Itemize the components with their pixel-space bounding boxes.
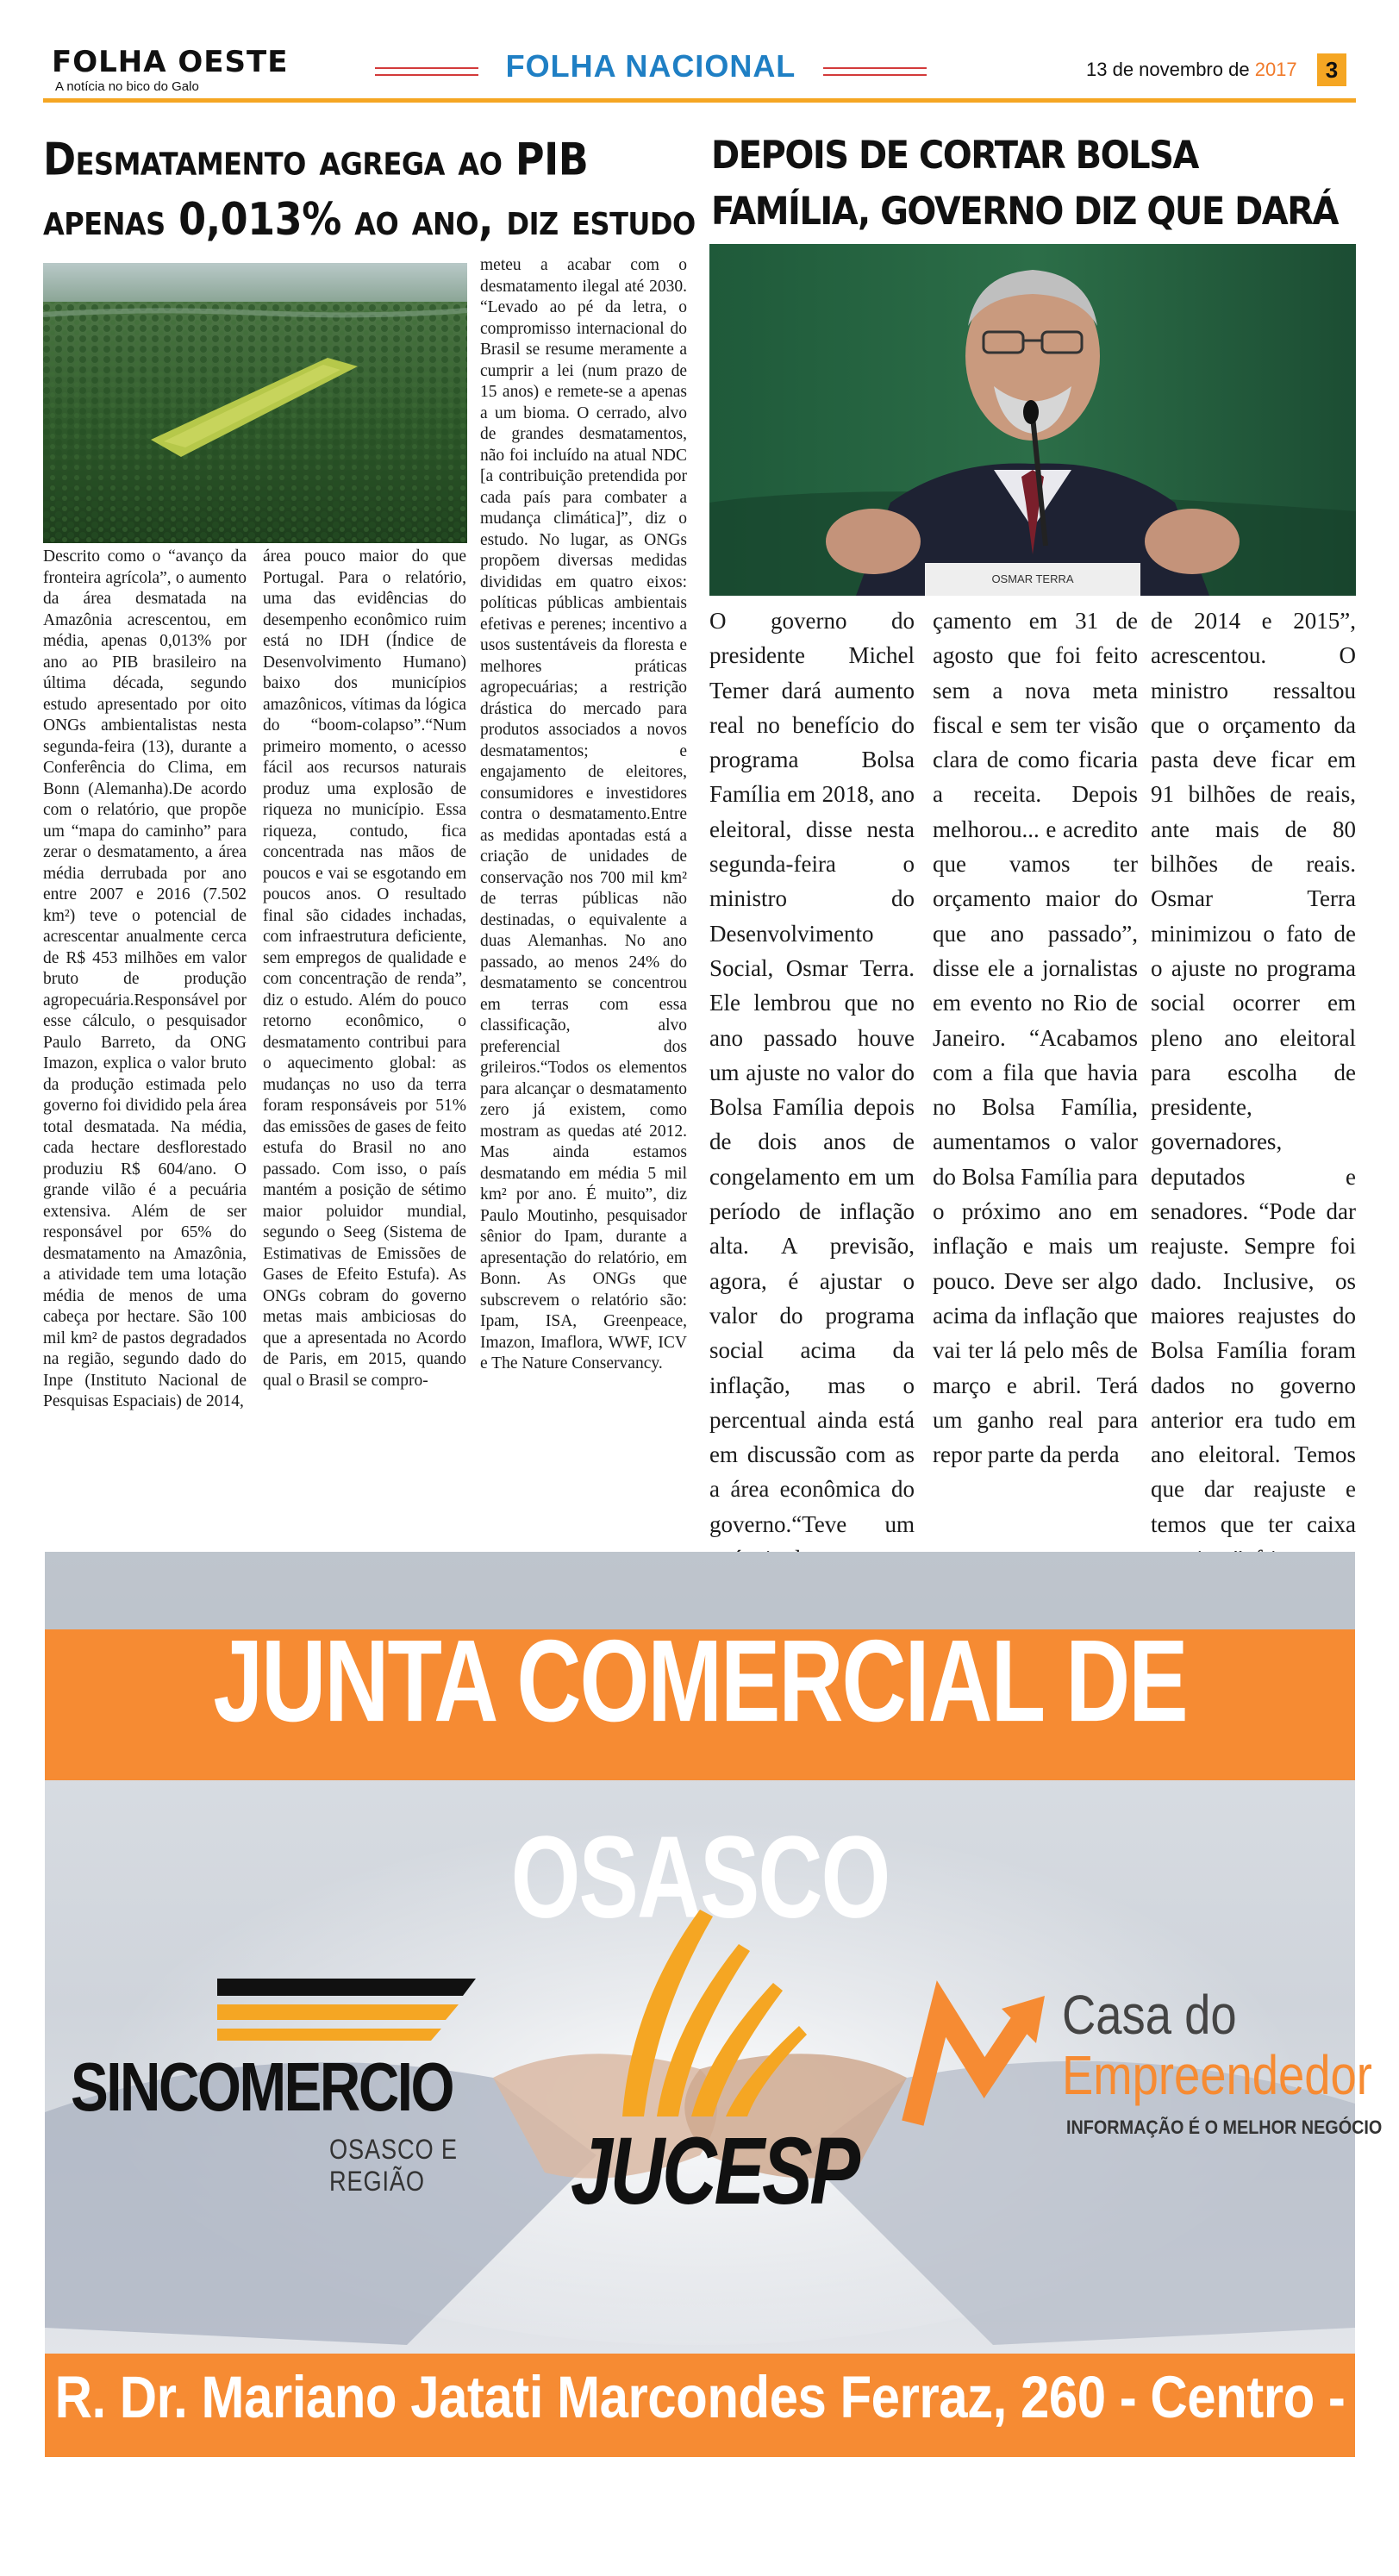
masthead-divider (43, 98, 1356, 103)
issue-year: 2017 (1254, 59, 1297, 80)
growth-arrow-icon (907, 1974, 1053, 2147)
sincomercio-logo (71, 1961, 519, 2203)
minister-speaking-photo (709, 244, 1356, 596)
jucesp-name: JUCESP (571, 2118, 858, 2224)
brand-name: FOLHA OESTE (52, 45, 289, 79)
brand-slogan: A notícia no bico do Galo (55, 79, 199, 94)
jucesp-logo (562, 1901, 872, 2263)
article-1-column-2 (263, 547, 466, 1391)
article-1-headline: Desmatamento agrega ao PIB apenas 0,013% ao ano, diz estudo (43, 133, 696, 246)
article-2-column-1 (709, 603, 915, 1576)
issue-date (1086, 59, 1297, 81)
article-2-headline: DEPOIS DE CORTAR BOLSA FAMÍLIA, GOVERNO DIZ QUE DARÁ (711, 133, 1338, 234)
article-1-text-2: área pouco maior do que Portugal. Para o relatório, uma das evidências do desempenho econômico ruim está no IDH (Índice de Desenvolvimento Humano) baixo dos municípios amazônicos, vítimas da lógica do “boom-colapso”.“Num primeiro momento, o acesso fácil aos recursos naturais produz uma explosão de riqueza no município. Essa riqueza, contudo, fica concentrada nas mãos de poucos e vai se esgotando em poucos anos. O resultado final são cidades inchadas, com infraestrutura deficiente, sem empregos de qualidade e com concentração de renda”, diz o estudo. Além do pouco retorno econômico, o desmatamento contribui para o aquecimento global: as mudanças no uso da terra foram responsáveis por 51% das emissões de gases de feito estufa do Brasil no ano passado. Com isso, o país mantém a posição de sétimo maior poluidor mundial, segundo o Seeg (Sistema de Estimativas de Emissões de Gases de Efeito Estufa). As ONGs cobram do governo metas mais ambiciosas do que a apresentada no Acordo de Paris, em 2015, quando qual o Brasil se compro- (263, 547, 466, 1390)
casa-title-line-1: Casa do (1062, 1984, 1237, 2046)
article-1-text-1: Descrito como o “avanço da fronteira agrícola”, o aumento da área desmatada na Amazônia acrescentou, em média, apenas 0,013% por ano ao PIB brasileiro na última década, segundo estudo apresentado por oito ONGs ambientalistas nesta segunda-feira (13), durante a Conferência do Clima, em Bonn (Alemanha).De acordo com o relatório, que propõe um “mapa do caminho” para zerar o desmatamento, a área média derrubada por ano entre 2007 e 2016 (7.502 km²) teve o potencial de acrescentar anualmente cerca de R$ 453 milhões em valor bruto de produção agropecuária.Responsável por esse cálculo, o pesquisador Paulo Barreto, da ONG Imazon, explica o valor bruto da produção estimada pelo governo foi dividido pela área total desmatada. Na média, cada hectare desflorestado produziu R$ 604/ano. O grande vilão é a pecuária extensiva. Além de ser responsável por 65% do desmatamento na Amazônia, a atividade tem uma lotação média de menos de uma cabeça por hectare. São 100 mil km² de pastos degradados na região, segundo dado do Inpe (Instituto Nacional de Pesquisas Espaciais) de 2014, (43, 547, 247, 1410)
section-name: FOLHA NACIONAL (505, 48, 796, 84)
sincomercio-name: SINCOMERCIO (71, 2048, 453, 2125)
article-1-column-3 (480, 255, 687, 1375)
casa-do-empreendedor-logo (907, 1957, 1383, 2164)
masthead (43, 43, 1356, 95)
junta-comercial-ad (45, 1552, 1383, 2549)
ad-address: R. Dr. Mariano Jatati Marcondes Ferraz, 260 - Centro - Osasco - SP (54, 2363, 1346, 2549)
article-2-text-2: çamento em 31 de agosto que foi feito sem a nova meta fiscal e sem ter visão clara de como ficaria a receita. Depois melhorou... e acredito que vamos ter orçamento maior do que ano passado”, disse ele a jornalistas em evento no Rio de Janeiro. “Acabamos com a fila que havia no Bolsa Família, aumentamos o valor do Bolsa Família para o próximo ano em inflação e mais um pouco. Deve ser algo acima da inflação que vai ter lá pelo mês de março e abril. Terá um ganho real para repor parte da perda (933, 608, 1138, 1468)
aerial-forest-photo (43, 263, 467, 543)
ad-title: JUNTA COMERCIAL DE OSASCO (213, 1616, 1187, 1943)
ad-address-bar (45, 2354, 1355, 2549)
ad-title-banner (45, 1616, 1355, 1943)
article-2-column-2 (933, 603, 1138, 1472)
decorative-rule-left (375, 67, 478, 76)
decorative-rule-right (823, 67, 927, 76)
casa-title-line-2: Empreendedor (1062, 2044, 1372, 2106)
article-2-column-3 (1151, 603, 1356, 1576)
article-1-column-1 (43, 547, 247, 1413)
sincomercio-subtitle: OSASCO E REGIÃO (329, 2134, 458, 2197)
article-2-text-3: de 2014 e 2015”, acrescentou. O ministro ressaltou que o orçamento da pasta deve ficar em 91 bilhões de reais, ante mais de 80 bilhões de reais. Osmar Terra minimizou o fato de o ajuste no programa social ocorrer em pleno ano eleitoral para escolha de presidente, governadores, deputados e senadores. “Pode dar reajuste. Sempre foi dado. Inclusive, os maiores reajustes do Bolsa Família foram dados no governo anterior era tudo em ano eleitoral. Temos que dar reajuste e temos que ter caixa (1151, 608, 1356, 1537)
casa-tagline: INFORMAÇÃO É O MELHOR NEGÓCIO (1066, 2116, 1383, 2138)
svg-text:OSMAR TERRA: OSMAR TERRA (991, 572, 1074, 585)
jucesp-rays-icon (596, 1901, 855, 2125)
page-number: 3 (1317, 53, 1346, 86)
issue-date-text: 13 de novembro de (1086, 59, 1255, 80)
article-1-text-3: meteu a acabar com o desmatamento ilegal até 2030. “Levado ao pé da letra, o compromisso internacional do Brasil se resume meramente a cumprir a lei (num prazo de 15 anos) e remete-se a apenas a um bioma. O cerrado, alvo de grandes desmatamentos, não foi incluído na atual NDC [a contribuição pretendida por cada país para combater a mudança climática]”, diz o estudo. No lugar, as ONGs propõem diversas medidas divididas em quatro eixos: políticas públicas ambientais efetivas e perenes; incentivo a usos sustentáveis da floresta e melhores práticas agropecuárias; a restrição drástica do mercado para produtos associados a novos desmatamentos; e engajamento de eleitores, consumidores e investidores contra o desmatamento.Entre as medidas apontadas está a criação de unidades de conservação nos 700 mil km² de terras públicas não destinadas, o equivalente a duas Alemanhas. No ano passado, ao menos 24% do desmatamento se concentrou em terras com essa classificação, alvo preferencial dos grileiros.“Todos os elementos para alcançar o desmatamento zero já existem, como mostram as quedas até 2012. Mas ainda estamos desmatando em média 5 mil km² por ano. É muito”, diz Paulo Moutinho, pesquisador sênior do Ipam, durante a apresentação do relatório, em Bonn. As ONGs que subscrevem o relatório são: Ipam, ISA, Greenpeace, Imazon, Imaflora, WWF, ICV e The Nature Conservancy. (480, 256, 687, 1372)
article-2-text-1: O governo do presidente Michel Temer dará aumento real no benefício do programa Bolsa Família em 2018, ano eleitoral, disse nesta segunda-feira o ministro do Desenvolvimento Social, Osmar Terra. Ele lembrou que no ano passado houve um ajuste no valor do Bolsa Família depois de dois anos de congelamento em um período de inflação alta. A previsão, agora, é ajustar o valor do programa social acima da inflação, mas o percentual ainda está em discussão com as a área econômica do governo.“Teve um (709, 608, 915, 1537)
